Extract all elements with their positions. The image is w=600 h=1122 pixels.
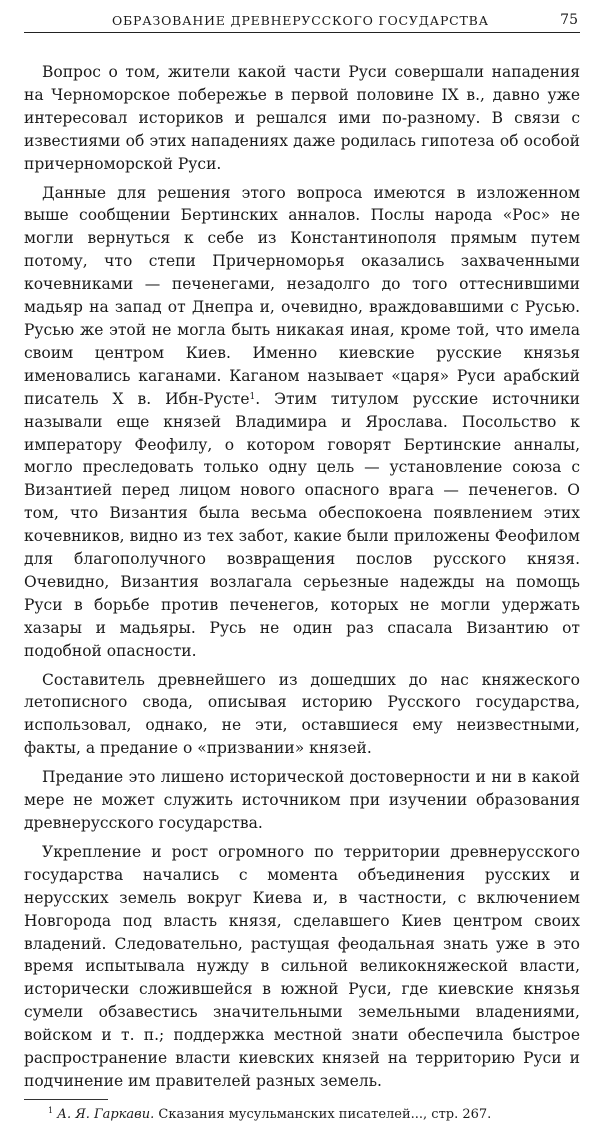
paragraph-2-text: Данные для решения этого вопроса имеются в изложенном выше сообщении Бертинских анналов. Послы народа «Рос» не могли вернуться к себе из Константинополя прямым путем потому, что степи Причерноморья оказались захваченными кочевниками — печенегами, незадолго до того оттеснившими мадьяр на запад от Днепра и, очевидно, враждовавшими с Русью. Русью же этой не могла быть никакая иная, кроме той, что имела своим центром Киев. Именно киевские русские князья именовались каганами. Каганом называет «царя» Руси арабский писатель X в. Ибн-Русте — [24, 183, 580, 408]
page-number: 75 — [560, 12, 578, 28]
paragraph-2-continuation: . Этим титулом русские источники называли еще князей Владимира и Ярослава. Посольство к императору Феофилу, о котором говорят Бертинские анналы, могло преследовать только одну цель — установление союза с Византией перед лицом нового опасного врага — печенегов. О том, что Византия была весьма обеспокоена появлением этих кочевников, видно из тех забот, какие были приложены Феофилом для благополучного возвращения послов русского князя. Очевидно, Византия возлагала серьезные надежды на помощь Руси в борьбе против печенегов, которых не могли удержать хазары и мадьяры. Русь не один раз спасала Византию от подобной опасности. — [24, 389, 581, 660]
running-title: ОБРАЗОВАНИЕ ДРЕВНЕРУССКОГО ГОСУДАРСТВА — [112, 13, 489, 28]
running-header — [24, 12, 580, 33]
footnote-text: Сказания мусульманских писателей..., стр. 267. — [154, 1106, 492, 1122]
paragraph-4: Предание это лишено исторической достоверности и ни в какой мере не может служить источником при изучении образования древнерусского государства. — [24, 768, 580, 832]
paragraph-5: Укрепление и рост огромного по территории древнерусского государства начались с момента объединения русских и нерусских земель вокруг Киева и, в частности, с включением Новгорода под власть князя, сделавшего Киев центром своих владений. Следовательно, растущая феодальная знать уже в это время испытывала нужду в сильной великокняжеской власти, исторически сложившейся в южной Руси, где киевские князья сумели обзавестись значительными земельными владениями, войском и т. п.; поддержка местной знати обеспечила быстрое распространение власти киевских князей на территорию Руси и подчинение им правителей разных земель. — [24, 842, 580, 1090]
paragraph-2 — [24, 182, 580, 663]
footnote-divider — [24, 1099, 108, 1100]
footnote-author: А. Я. Гаркави. — [57, 1106, 155, 1122]
footnote-mark: 1 — [48, 1105, 54, 1115]
paragraph-1: Вопрос о том, жители какой части Руси совершали нападения на Черноморское побережье в первой половине IX в., давно уже интересовал историков и решался ими по-разному. В связи с известиями об этих нападениях даже родилась гипотеза об особой причерноморской Руси. — [24, 63, 580, 173]
footnote — [24, 1106, 580, 1122]
footnote-reference[interactable]: 1 — [249, 391, 256, 402]
book-page — [24, 12, 580, 1122]
paragraph-3: Составитель древнейшего из дошедших до нас княжеского летописного свода, описывая историю Русского государства, использовал, однако, не эти, оставшиеся ему неизвестными, факты, а предание о «призвании» князей. — [24, 670, 580, 758]
body-text — [24, 61, 580, 1093]
